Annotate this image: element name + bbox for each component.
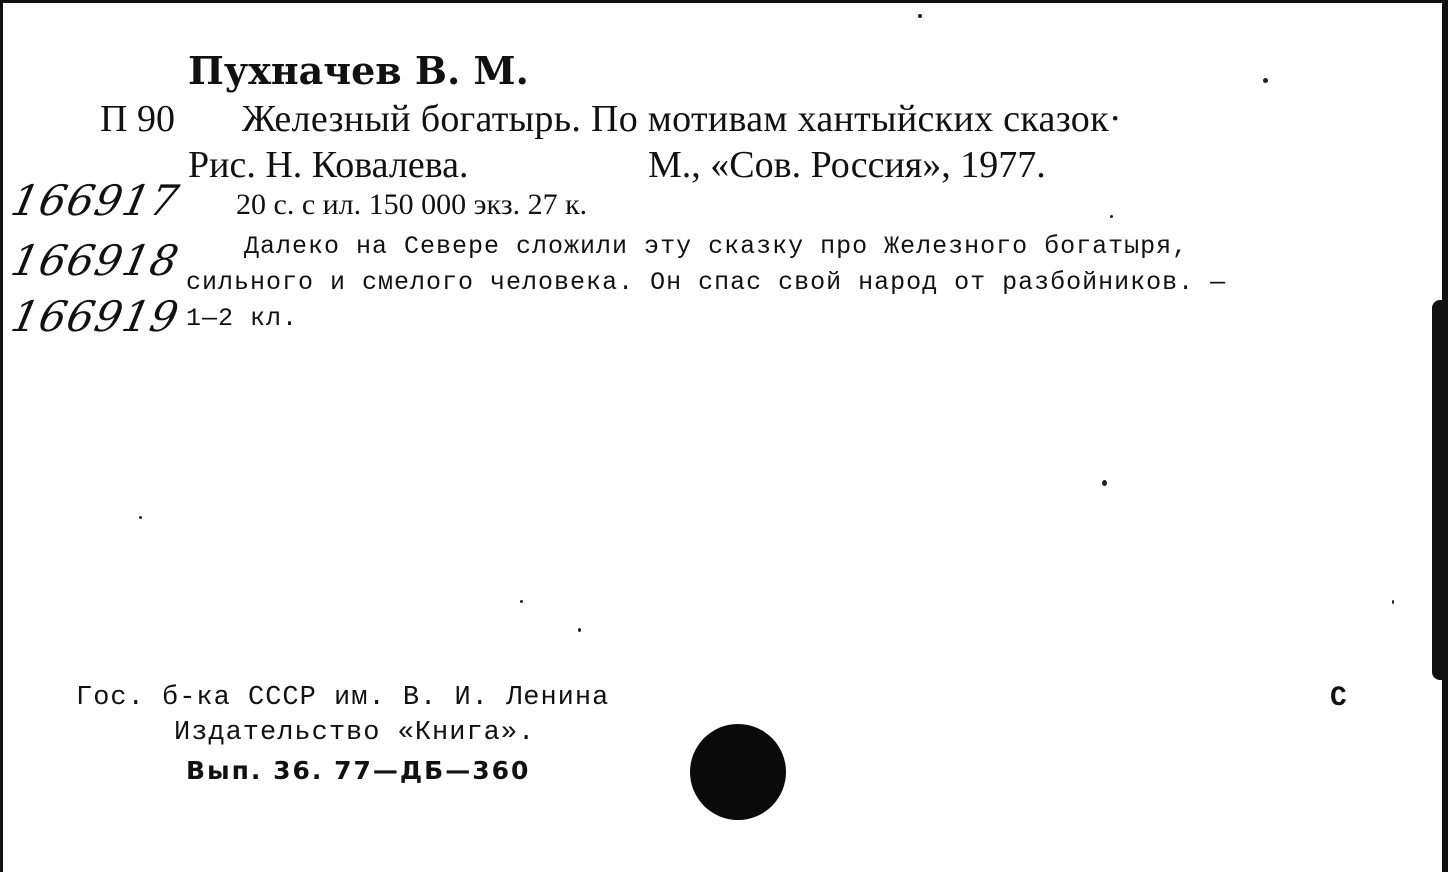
punch-hole [690, 724, 786, 820]
physical-description: 20 с. с ил. 150 000 экз. 27 к. [236, 188, 588, 221]
call-number: П 90 [100, 98, 175, 140]
issue-code: Вып. 36. 77—ДБ—360 [186, 756, 531, 785]
author-heading: Пухначев В. М. [188, 48, 529, 93]
card-right-notch [1432, 300, 1446, 680]
corner-mark: С [1330, 683, 1347, 714]
handwritten-inventory-number: 166918 [6, 236, 184, 285]
handwritten-inventory-number: 166917 [6, 176, 184, 225]
card-top-edge [0, 0, 1448, 3]
dust-speck [1392, 600, 1394, 604]
dust-speck [578, 628, 581, 632]
annotation-line: сильного и смелого человека. Он спас свой народ от разбойников. — [186, 268, 1227, 297]
dust-speck [1102, 480, 1107, 486]
card-left-edge [0, 0, 3, 872]
dust-speck [1263, 78, 1268, 83]
handwritten-inventory-number: 166919 [6, 292, 184, 341]
illustrator: Рис. Н. Ковалева. [188, 144, 469, 186]
library-credit: Гос. б-ка СССР им. В. И. Ленина [76, 683, 610, 713]
dust-speck [918, 14, 922, 18]
dust-speck [520, 600, 523, 603]
publisher-credit: Издательство «Книга». [174, 718, 536, 748]
dust-speck [1110, 215, 1113, 218]
imprint: М., «Сов. Россия», 1977. [648, 144, 1046, 186]
annotation-line: 1—2 кл. [186, 304, 299, 333]
book-title: Железный богатырь. По мотивам хантыйских сказок· [242, 98, 1122, 140]
annotation-line: Далеко на Севере сложили эту сказку про Железного богатыря, [244, 232, 1189, 261]
dust-speck [139, 516, 142, 519]
